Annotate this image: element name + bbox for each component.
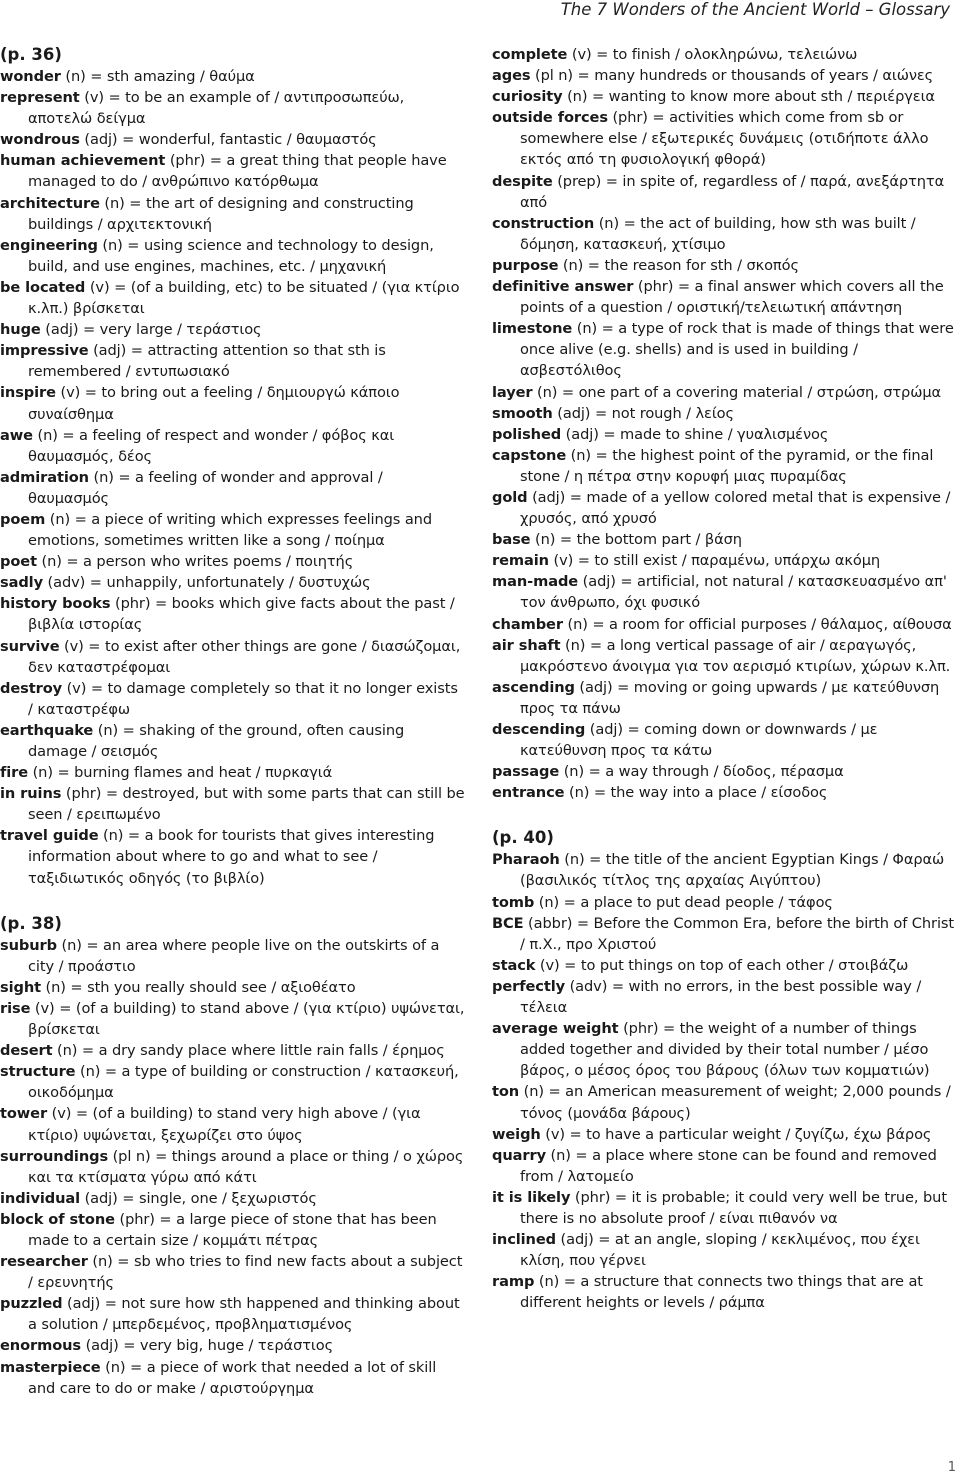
glossary-entry (0, 319, 466, 340)
glossary-definition: (v) = to finish / ολοκληρώνω, τελειώνω (567, 46, 858, 63)
glossary-definition: (adj) = wonderful, fantastic / θαυμαστός (79, 131, 377, 149)
glossary-term: suburb (0, 936, 57, 954)
glossary-definition: (n) = an area where people live on the outskirts of a city / προάστιο (28, 936, 440, 975)
glossary-column-right (492, 44, 958, 1313)
glossary-term: curiosity (492, 88, 563, 106)
glossary-entry (492, 171, 958, 213)
glossary-entry (0, 783, 466, 825)
glossary-entry (0, 235, 466, 277)
glossary-term: descending (492, 721, 586, 738)
glossary-entry (492, 107, 958, 170)
glossary-term: engineering (0, 236, 98, 254)
glossary-entry (0, 1103, 466, 1145)
glossary-entry (0, 1293, 466, 1335)
glossary-entry (0, 551, 466, 572)
page-header: The 7 Wonders of the Ancient World – Glossary (560, 0, 950, 19)
glossary-definition: (adj) = made to shine / γυαλισμένος (561, 425, 829, 443)
glossary-term: be located (0, 278, 86, 296)
glossary-entry (0, 66, 466, 87)
glossary-definition: (v) = to put things on top of each other / στοιβάζω (535, 956, 909, 974)
glossary-term: in ruins (0, 785, 62, 803)
glossary-term: outside forces (492, 109, 608, 127)
glossary-entry (0, 1040, 466, 1061)
glossary-entry (492, 1081, 958, 1123)
glossary-definition: (phr) = books which give facts about the past / βιβλία ιστορίας (28, 595, 455, 634)
glossary-term: sadly (0, 574, 43, 592)
glossary-term: BCE (492, 914, 524, 932)
glossary-definition: (n) = a dry sandy place where little rain falls / έρημος (52, 1042, 445, 1060)
glossary-definition: (pl n) = many hundreds or thousands of years / αιώνες (530, 67, 934, 85)
glossary-definition: (phr) = a great thing that people have managed to do / ανθρώπινο κατόρθωμα (28, 152, 447, 191)
glossary-entry (0, 1146, 466, 1188)
glossary-entry (492, 976, 958, 1018)
glossary-definition: (n) = shaking of the ground, often causing damage / σεισμός (28, 721, 405, 760)
glossary-entry (0, 1335, 466, 1356)
section-page-heading: (p. 38) (0, 913, 62, 933)
glossary-entry (492, 382, 958, 403)
glossary-definition: (n) = a feeling of respect and wonder / φόβος και θαυμασμός, δέος (28, 426, 395, 465)
glossary-entry (492, 1018, 958, 1081)
glossary-term: gold (492, 488, 528, 506)
glossary-entry (492, 403, 958, 424)
glossary-definition: (v) = to be an example of / αντιπροσωπεύω, αποτελώ δείγμα (28, 89, 405, 128)
glossary-entry (0, 935, 466, 977)
glossary-term: ramp (492, 1273, 535, 1291)
glossary-section (492, 827, 958, 1313)
glossary-term: perfectly (492, 977, 566, 995)
glossary-definition: (adj) = single, one / ξεχωριστός (80, 1189, 317, 1207)
glossary-entry (492, 1124, 958, 1145)
glossary-term: wondrous (0, 131, 80, 149)
glossary-term: travel guide (0, 827, 99, 845)
glossary-entry (492, 445, 958, 487)
glossary-term: air shaft (492, 636, 561, 654)
glossary-term: capstone (492, 446, 567, 464)
glossary-term: survive (0, 637, 60, 655)
glossary-entry (492, 955, 958, 976)
glossary-definition: (phr) = a large piece of stone that has been made to a certain size / κομμάτι πέτρας (28, 1210, 437, 1249)
glossary-term: wonder (0, 68, 61, 85)
glossary-entry (492, 44, 958, 65)
glossary-definition: (n) = sb who tries to find new facts about a subject / ερευνητής (28, 1253, 463, 1292)
glossary-entry (0, 998, 466, 1040)
glossary-definition: (adv) = with no errors, in the best possible way / τέλεια (520, 977, 922, 1017)
glossary-term: individual (0, 1189, 81, 1207)
glossary-term: layer (492, 383, 533, 401)
glossary-entry (492, 1187, 958, 1229)
glossary-term: purpose (492, 256, 559, 274)
glossary-term: average weight (492, 1020, 619, 1038)
glossary-term: tower (0, 1105, 48, 1123)
glossary-entry (0, 1209, 466, 1251)
glossary-term: represent (0, 89, 80, 107)
glossary-definition: (n) = an American measurement of weight; 2,000 pounds / τόνος (μονάδα βάρους) (519, 1083, 951, 1122)
glossary-entry (0, 720, 466, 762)
glossary-term: inspire (0, 384, 56, 402)
glossary-definition: (adj) = moving or going upwards / με κατεύθυνση προς τα πάνω (520, 678, 940, 717)
glossary-definition: (n) = the art of designing and constructing buildings / αρχιτεκτονική (28, 194, 414, 233)
glossary-definition: (n) = a feeling of wonder and approval / θαυμασμός (28, 468, 383, 507)
glossary-definition: (n) = wanting to know more about sth / περιέργεια (562, 88, 935, 106)
glossary-entry (0, 1188, 466, 1209)
glossary-definition: (n) = a piece of work that needed a lot of skill and care to do or make / αριστούργημα (28, 1358, 437, 1397)
glossary-term: poem (0, 510, 46, 528)
glossary-definition: (n) = the act of building, how sth was built / δόμηση, κατασκευή, χτίσιμο (520, 214, 916, 253)
glossary-term: construction (492, 214, 595, 232)
glossary-definition: (v) = to have a particular weight / ζυγίζω, έχω βάρος (540, 1125, 932, 1143)
glossary-entry (492, 213, 958, 255)
glossary-entry (492, 719, 958, 761)
glossary-entry (492, 1271, 958, 1313)
glossary-definition: (adj) = very big, huge / τεράστιος (81, 1337, 334, 1355)
glossary-entry (0, 193, 466, 235)
glossary-term: base (492, 531, 531, 549)
glossary-definition: (n) = the highest point of the pyramid, or the final stone / η πέτρα στην κορυφή μιας πυραμίδας (520, 446, 934, 485)
glossary-entry (492, 529, 958, 550)
glossary-term: sight (0, 978, 42, 996)
glossary-entry (492, 849, 958, 891)
glossary-term: chamber (492, 615, 563, 633)
glossary-definition: (n) = using science and technology to design, build, and use engines, machines, etc. / μηχανική (28, 236, 434, 275)
glossary-entry (492, 892, 958, 913)
glossary-definition: (n) = the reason for sth / σκοπός (558, 256, 799, 274)
glossary-entry (0, 382, 466, 424)
glossary-definition: (n) = a piece of writing which expresses feelings and emotions, sometimes written like a song / ποίημα (28, 510, 432, 550)
glossary-definition: (abbr) = Before the Common Era, before the birth of Christ / π.Χ., προ Χριστού (520, 914, 955, 953)
glossary-term: entrance (492, 784, 565, 802)
glossary-entry (492, 1145, 958, 1187)
glossary-entry (0, 636, 466, 678)
glossary-definition: (n) = one part of a covering material / στρώση, στρώμα (532, 383, 942, 401)
glossary-entry (0, 678, 466, 720)
glossary-entry (492, 1229, 958, 1271)
glossary-definition: (v) = to damage completely so that it no longer exists / καταστρέφω (28, 679, 458, 718)
glossary-entry (0, 150, 466, 192)
glossary-term: ascending (492, 678, 575, 696)
glossary-definition: (adj) = coming down or downwards / με κατεύθυνση προς τα κάτω (520, 721, 878, 760)
glossary-definition: (adj) = not rough / λείος (552, 404, 734, 422)
glossary-definition: (v) = (of a building) to stand above / (για κτίριο) υψώνεται, βρίσκεται (28, 999, 465, 1039)
glossary-definition: (n) = a type of rock that is made of things that were once alive (e.g. shells) and is used in building / ασβεστόλιθος (520, 320, 954, 380)
glossary-entry (492, 86, 958, 107)
glossary-definition: (prep) = in spite of, regardless of / παρά, ανεξάρτητα από (520, 172, 945, 211)
glossary-column-left (0, 44, 466, 1399)
glossary-term: structure (0, 1063, 76, 1081)
glossary-term: fire (0, 764, 29, 782)
glossary-definition: (n) = burning flames and heat / πυρκαγιά (28, 764, 333, 782)
glossary-definition: (n) = a structure that connects two things that are at different heights or levels / ράμπα (520, 1273, 923, 1312)
glossary-section (0, 913, 466, 1399)
glossary-entry (492, 550, 958, 571)
glossary-term: polished (492, 425, 562, 443)
section-page-heading: (p. 40) (492, 828, 554, 848)
glossary-term: human achievement (0, 152, 166, 170)
section-page-heading: (p. 36) (0, 45, 62, 64)
glossary-term: surroundings (0, 1147, 109, 1165)
glossary-entry (0, 340, 466, 382)
glossary-entry (492, 677, 958, 719)
glossary-term: smooth (492, 404, 553, 422)
glossary-entry (492, 255, 958, 276)
glossary-definition: (pl n) = things around a place or thing / ο χώρος και τα κτίσματα γύρω από κάτι (28, 1147, 464, 1186)
glossary-entry (0, 129, 466, 150)
glossary-term: limestone (492, 320, 573, 338)
glossary-entry (0, 1061, 466, 1103)
glossary-term: inclined (492, 1231, 556, 1249)
glossary-definition: (n) = the way into a place / είσοδος (564, 784, 828, 802)
glossary-term: tomb (492, 893, 535, 911)
glossary-term: quarry (492, 1146, 546, 1164)
glossary-definition: (v) = to exist after other things are gone / διασώζομαι, δεν καταστρέφομαι (28, 637, 461, 676)
glossary-entry (492, 782, 958, 803)
glossary-term: enormous (0, 1337, 82, 1355)
glossary-entry (0, 425, 466, 467)
glossary-term: poet (0, 553, 37, 571)
glossary-definition: (adj) = artificial, not natural / κατασκευασμένο απ' τον άνθρωπο, όχι φυσικό (520, 573, 947, 612)
glossary-term: puzzled (0, 1295, 63, 1313)
glossary-term: history books (0, 595, 111, 613)
glossary-definition: (phr) = destroyed, but with some parts that can still be seen / ερειπωμένο (28, 785, 465, 824)
glossary-section (0, 44, 466, 889)
glossary-term: awe (0, 426, 33, 444)
glossary-definition: (v) = (of a building) to stand very high above / (για κτίριο) υψώνεται, ξεχωρίζει στο ύψος (28, 1105, 421, 1144)
glossary-term: architecture (0, 194, 100, 212)
glossary-term: it is likely (492, 1188, 571, 1206)
glossary-entry (0, 572, 466, 593)
glossary-term: weigh (492, 1125, 541, 1143)
page-number: 1 (947, 1460, 956, 1475)
glossary-entry (0, 825, 466, 888)
glossary-term: ages (492, 67, 531, 85)
glossary-definition: (n) = sth you really should see / αξιοθέατο (41, 978, 356, 996)
glossary-entry (0, 509, 466, 551)
glossary-definition: (adj) = very large / τεράστιος (40, 321, 262, 339)
glossary-entry (0, 593, 466, 635)
glossary-definition: (adv) = unhappily, unfortunately / δυστυχώς (43, 574, 371, 592)
glossary-term: despite (492, 172, 553, 190)
glossary-entry (0, 87, 466, 129)
glossary-term: man-made (492, 573, 579, 591)
glossary-entry (492, 761, 958, 782)
glossary-section (492, 44, 958, 803)
glossary-term: impressive (0, 342, 89, 360)
glossary-entry (492, 487, 958, 529)
glossary-definition: (n) = a place where stone can be found and removed from / λατομείο (520, 1146, 937, 1185)
glossary-definition: (n) = a person who writes poems / ποιητής (36, 553, 354, 571)
glossary-term: Pharaoh (492, 851, 560, 869)
glossary-term: destroy (0, 679, 63, 697)
glossary-term: stack (492, 956, 536, 974)
glossary-definition: (adj) = at an angle, sloping / κεκλιμένος, που έχει κλίση, που γέρνει (520, 1231, 920, 1270)
glossary-term: researcher (0, 1253, 88, 1271)
glossary-definition: (n) = a way through / δίοδος, πέρασμα (559, 763, 844, 781)
glossary-entry (0, 467, 466, 509)
glossary-term: masterpiece (0, 1358, 101, 1376)
glossary-definition: (n) = a book for tourists that gives interesting information about where to go and what to see / ταξιδιωτικός οδηγός (το βιβλίο) (28, 827, 435, 887)
glossary-definition: (adj) = attracting attention so that sth is remembered / εντυπωσιακό (28, 342, 386, 381)
glossary-term: earthquake (0, 721, 94, 739)
glossary-entry (0, 977, 466, 998)
glossary-definition: (v) = to still exist / παραμένω, υπάρχω ακόμη (548, 552, 881, 570)
glossary-entry (492, 276, 958, 318)
glossary-definition: (adj) = not sure how sth happened and thinking about a solution / μπερδεμένος, προβληματισμένος (28, 1295, 460, 1334)
glossary-term: definitive answer (492, 278, 634, 296)
glossary-definition: (v) = (of a building, etc) to be situated / (για κτίριο κ.λπ.) βρίσκεται (28, 278, 460, 318)
glossary-entry (0, 1357, 466, 1399)
glossary-entry (0, 1251, 466, 1293)
glossary-definition: (n) = sth amazing / θαύμα (60, 68, 255, 85)
glossary-entry (492, 424, 958, 445)
glossary-definition: (n) = a place to put dead people / τάφος (534, 893, 833, 911)
glossary-definition: (phr) = it is probable; it could very well be true, but there is no absolute proof / είναι πιθανόν να (520, 1188, 947, 1227)
glossary-definition: (n) = the title of the ancient Egyptian Kings / Φαραώ (βασιλικός τίτλος της αρχαίας Αιγύπτου) (520, 851, 945, 890)
glossary-term: huge (0, 321, 41, 339)
glossary-entry (492, 913, 958, 955)
glossary-entry (492, 65, 958, 86)
glossary-definition: (phr) = a final answer which covers all the points of a question / οριστική/τελειωτική απάντηση (520, 278, 944, 317)
glossary-term: ton (492, 1083, 520, 1101)
glossary-definition: (v) = to bring out a feeling / δημιουργώ κάποιο συναίσθημα (28, 384, 400, 423)
glossary-term: desert (0, 1042, 53, 1060)
glossary-term: rise (0, 999, 31, 1017)
glossary-entry (492, 571, 958, 613)
glossary-entry (0, 277, 466, 319)
glossary-term: admiration (0, 468, 89, 486)
glossary-term: block of stone (0, 1210, 115, 1228)
glossary-definition: (n) = a room for official purposes / θάλαμος, αίθουσα (562, 615, 952, 633)
glossary-definition: (n) = a long vertical passage of air / αεραγωγός, μακρόστενο άνοιγμα για τον αερισμό κτιρίων, χώρων κ.λπ. (520, 636, 951, 675)
glossary-definition: (n) = the bottom part / βάση (530, 531, 742, 549)
glossary-term: passage (492, 763, 560, 781)
glossary-entry (492, 635, 958, 677)
glossary-definition: (adj) = made of a yellow colored metal that is expensive / χρυσός, από χρυσό (520, 488, 951, 528)
glossary-entry (492, 318, 958, 381)
glossary-term: remain (492, 552, 549, 570)
glossary-entry (0, 762, 466, 783)
glossary-entry (492, 614, 958, 635)
glossary-term: complete (492, 46, 568, 63)
glossary-definition: (phr) = the weight of a number of things added together and divided by their total number / μέσο βάρος, ο μέσος όρος του βάρους (όλων των κομματιών) (520, 1020, 930, 1080)
glossary-definition: (phr) = activities which come from sb or somewhere else / εξωτερικές δυνάμεις (οτιδήποτε άλλο εκτός από τη φυσιολογική φθορά) (520, 109, 929, 169)
glossary-definition: (n) = a type of building or construction / κατασκευή, οικοδόμημα (28, 1063, 459, 1102)
